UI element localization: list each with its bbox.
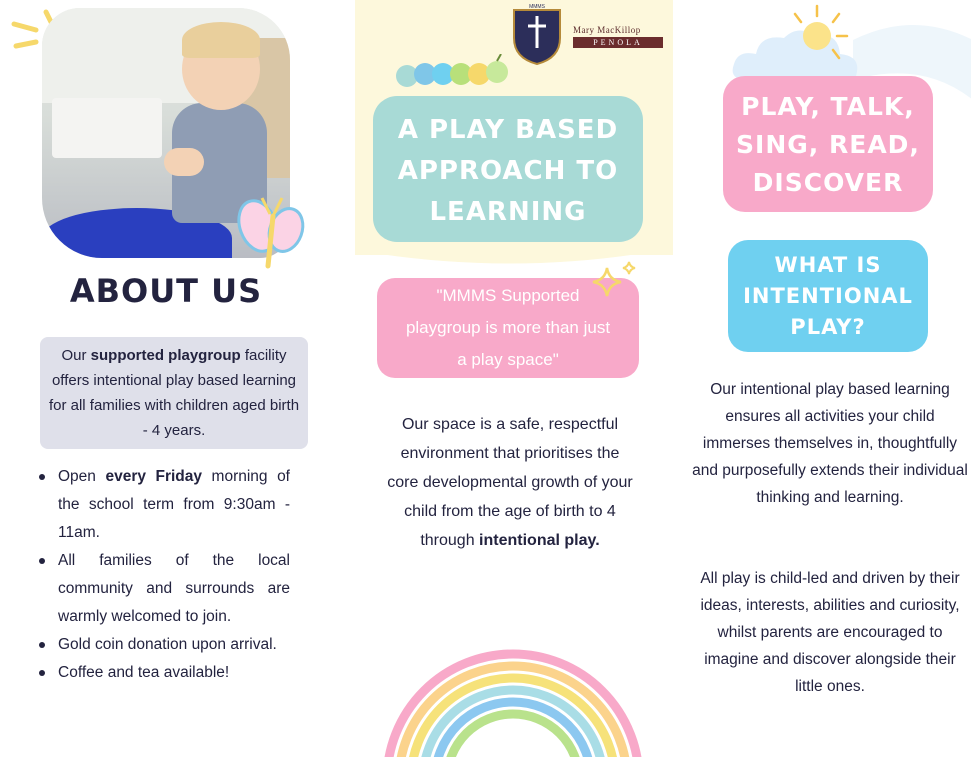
question-line: WHAT IS xyxy=(774,253,882,277)
heading-line: LEARNING xyxy=(429,197,587,227)
sparkle-icon xyxy=(591,258,641,304)
question-line: INTENTIONAL xyxy=(743,284,913,308)
space-description-bold: intentional play. xyxy=(479,532,600,549)
intro-text-bold: supported playgroup xyxy=(90,347,241,364)
discover-heading-box xyxy=(723,76,933,212)
playgroup-intro xyxy=(40,337,308,449)
intro-text-suffix: facility offers intentional play based learning for all families with children aged birth - 4 years. xyxy=(48,347,300,439)
heading-line: A PLAY BASED xyxy=(397,115,619,145)
bullet-item: All families of the local community and surrounds are warmly welcomed to join. xyxy=(32,547,290,631)
heading-line: APPROACH TO xyxy=(397,156,619,186)
info-bullet-list xyxy=(32,463,290,687)
space-description-text: Our space is a safe, respectful environment that prioritises the core developmental growth of your child from the age of birth to 4 through xyxy=(387,416,633,549)
space-description xyxy=(385,410,635,555)
bullet-item: Gold coin donation upon arrival. xyxy=(32,631,290,659)
crest-text: MMMS xyxy=(529,4,545,10)
bullet-item: Coffee and tea available! xyxy=(32,659,290,687)
quote-line: "MMMS Supported xyxy=(436,286,580,305)
school-crest-icon xyxy=(510,2,564,66)
school-location: PENOLA xyxy=(573,37,663,48)
play-based-heading-box xyxy=(373,96,643,242)
quote-line: a play space" xyxy=(457,350,559,369)
school-name: Mary MacKillop xyxy=(573,25,641,35)
intentional-play-panel xyxy=(673,0,971,757)
child-led-play-description: All play is child-led and driven by their ideas, interests, abilities and curiosity, whilst parents are encouraged to imagine and discover alongside their little ones. xyxy=(700,570,960,695)
play-based-panel xyxy=(355,0,673,757)
school-logo-text xyxy=(573,25,673,48)
caterpillar-icon xyxy=(393,54,513,90)
heading-line: PLAY, TALK, xyxy=(741,92,915,121)
rainbow-icon xyxy=(377,640,649,757)
about-us-title: ABOUT US xyxy=(69,272,263,310)
about-us-panel xyxy=(0,0,355,757)
bullet-item: Open every Friday morning of the school term from 9:30am - 11am. xyxy=(32,463,290,547)
heading-line: DISCOVER xyxy=(752,168,904,197)
intentional-play-description: Our intentional play based learning ensures all activities your child immerses themselves in, thoughtfully and purposefully extends their individual thinking and learning. xyxy=(692,381,968,506)
butterfly-icon xyxy=(218,186,318,276)
quote-line: playgroup is more than just xyxy=(405,318,611,337)
intentional-play-question-box xyxy=(728,240,928,352)
sun-icon xyxy=(783,2,863,72)
heading-line: SING, READ, xyxy=(736,130,920,159)
question-line: PLAY? xyxy=(790,315,866,339)
intro-text-prefix: Our xyxy=(61,347,91,364)
